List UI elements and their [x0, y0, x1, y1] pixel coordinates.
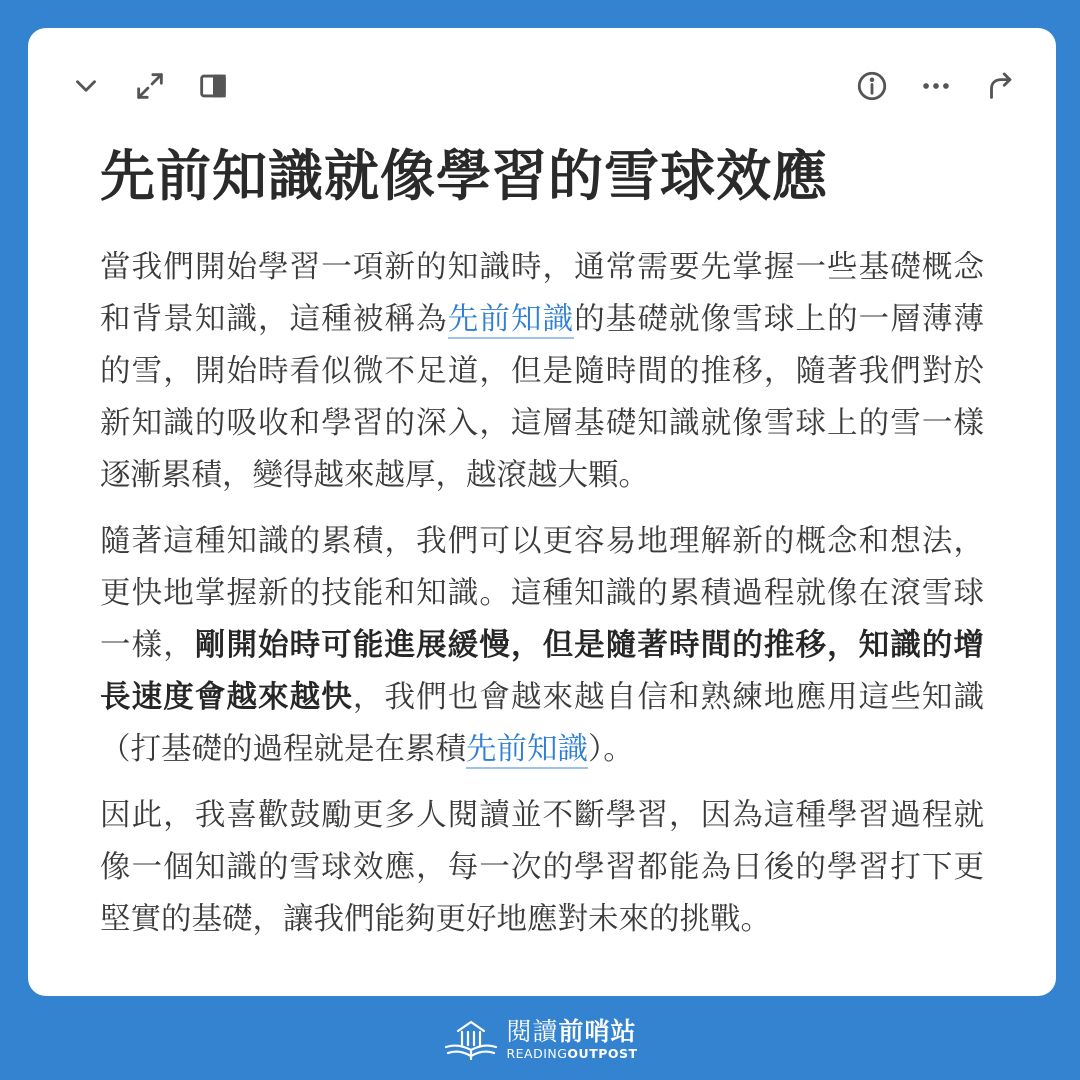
paragraph-text: 隨著這種知識的累積，我們可以更容易地理解新的概念和想法，更快地掌握新的技能和知識。這種知識的累積過程就像在滾雪球一樣，: [100, 524, 984, 663]
article-body: [100, 242, 984, 960]
paragraph-text: ）。: [588, 732, 634, 767]
info-icon[interactable]: [852, 66, 892, 106]
paragraph-text: 當我們開始學習一項新的知識時，通常需要先掌握一些基礎概念和背景知識，這種被稱為: [100, 250, 984, 337]
brand-zh-bold: 前哨站: [558, 1017, 637, 1047]
brand-footer: [0, 1012, 1080, 1068]
article-title: 先前知識就像學習的雪球效應: [100, 144, 829, 208]
brand-zh-light: 閱讀: [506, 1017, 559, 1047]
prior-knowledge-link[interactable]: 先前知識: [466, 732, 588, 767]
more-icon[interactable]: [916, 66, 956, 106]
toolbar: [28, 28, 1056, 148]
paragraph-2: [100, 516, 984, 776]
book-house-logo: [442, 1017, 500, 1063]
share-icon[interactable]: [980, 66, 1020, 106]
brand-text: [506, 1019, 637, 1061]
article-card: [28, 28, 1056, 996]
prior-knowledge-link[interactable]: 先前知識: [447, 302, 575, 337]
brand-en-light: READING: [506, 1046, 568, 1062]
expand-icon[interactable]: [130, 66, 170, 106]
paragraph-text: 的基礎就像雪球上的一層薄薄的雪，開始時看似微不足道，但是隨時間的推移，隨著我們對於新知識的吸收和學習的深入，這層基礎知識就像雪球上的雪一樣逐漸累積，變得越來越厚，越滾越大顆。: [100, 302, 985, 493]
brand-name-en: [506, 1048, 637, 1061]
paragraph-text: 因此，我喜歡鼓勵更多人閱讀並不斷學習，因為這種學習過程就像一個知識的雪球效應，每一次的學習都能為日後的學習打下更堅實的基礎，讓我們能夠更好地應對未來的挑戰。: [100, 798, 984, 937]
paragraph-text: ，我們也會越來越自信和熟練地應用這些知識（打基礎的過程就是在累積: [100, 680, 985, 767]
paragraph-3: [100, 790, 984, 946]
paragraph-1: [100, 242, 984, 502]
brand-name-zh: [506, 1017, 637, 1047]
bold-emphasis: 剛開始時可能進展緩慢，但是隨著時間的推移，知識的增長速度會越來越快: [100, 628, 985, 715]
chevron-down-icon[interactable]: [66, 66, 106, 106]
brand-en-bold: OUTPOST: [567, 1046, 638, 1062]
sidebar-panel-icon[interactable]: [193, 66, 233, 106]
